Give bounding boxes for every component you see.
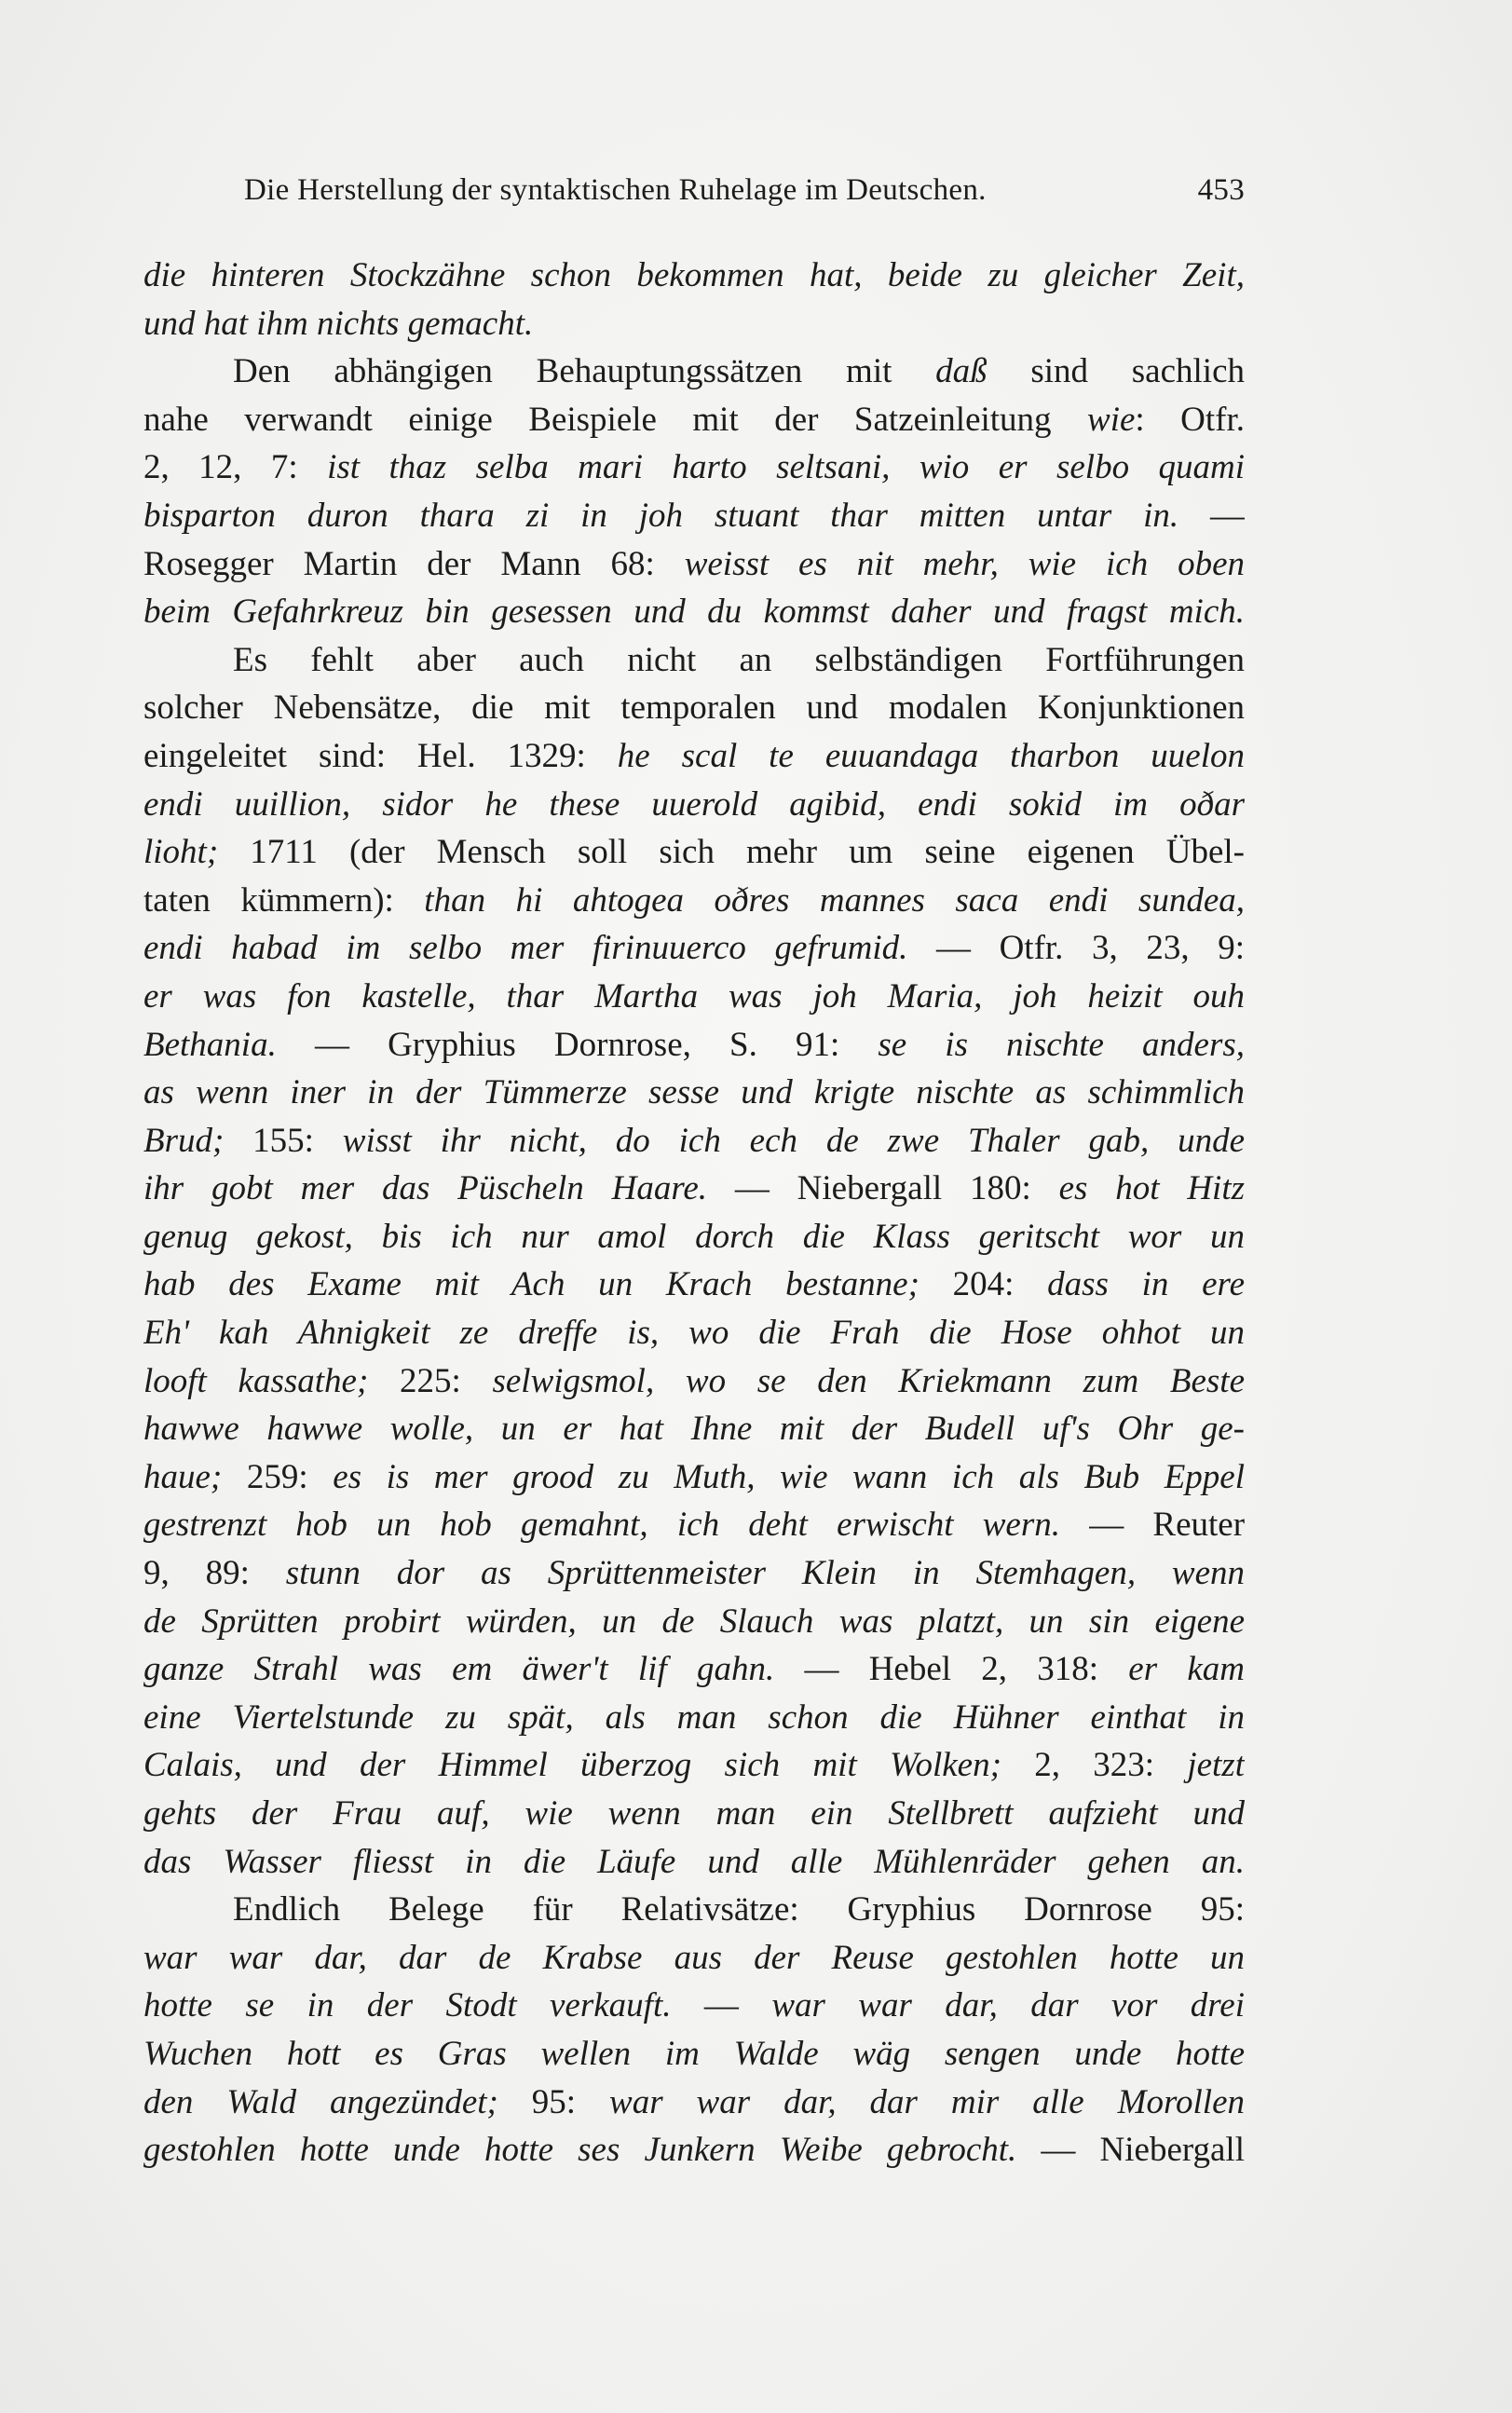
italic-quotation: than hi ahtogea oðres mannes saca endi sundea, <box>424 880 1245 920</box>
italic-quotation: ist thaz selba mari harto seltsani, wio er selbo quami <box>327 448 1245 487</box>
italic-quotation: endi uuillion, sidor he these uuerold agibid, endi sokid im oðar <box>143 784 1245 824</box>
body-text <box>143 252 1245 2174</box>
roman-text: eingeleitet sind: Hel. 1329: <box>143 736 618 775</box>
italic-quotation: er was fon kastelle, thar Martha was joh Maria, joh heizit ouh <box>143 976 1245 1016</box>
text-line <box>143 1117 1245 1166</box>
roman-text: — Niebergall <box>1016 2131 1245 2170</box>
italic-quotation: er kam <box>1128 1650 1245 1689</box>
italic-quotation: stunn dor as Sprüttenmeister Klein in Stemhagen, wenn <box>285 1554 1245 1593</box>
italic-quotation: gestohlen hotte unde hotte ses Junkern Weibe gebrocht. <box>143 2131 1017 2170</box>
text-line <box>143 1501 1245 1549</box>
italic-quotation: war war dar, dar vor drei <box>771 1986 1245 2025</box>
roman-text: taten kümmern): <box>143 880 425 920</box>
italic-quotation: war war dar, dar mir alle Morollen <box>609 2082 1245 2121</box>
italic-quotation: den Wald angezündet; <box>143 2082 498 2121</box>
italic-quotation: haue; <box>143 1457 223 1496</box>
italic-quotation: Wuchen hott es Gras wellen im Walde wäg sengen unde hotte <box>143 2034 1245 2073</box>
text-line <box>143 492 1245 540</box>
italic-quotation: Calais, und der Himmel überzog sich mit Wolken; <box>143 1746 1001 1785</box>
italic-quotation: beim Gefahrkreuz bin gesessen und du kommst daher und fragst mich. <box>143 593 1245 632</box>
roman-text: — Reuter <box>1060 1506 1245 1545</box>
italic-quotation: he scal te euuandaga tharbon uuelon <box>617 736 1245 775</box>
text-line <box>143 1982 1245 2030</box>
italic-quotation: wie <box>1087 400 1136 439</box>
running-header <box>244 173 1245 214</box>
text-line <box>143 732 1245 781</box>
text-line <box>143 1790 1245 1838</box>
italic-quotation: looft kassathe; <box>143 1361 369 1400</box>
roman-text: 1711 (der Mensch soll sich mehr um seine eigenen Übel- <box>218 833 1245 872</box>
running-title: Die Herstellung der syntaktischen Ruhelage im Deutschen. <box>244 173 987 207</box>
roman-text: Es fehlt aber auch nicht an selbständigen Fortführungen <box>233 640 1245 679</box>
italic-quotation: ganze Strahl was em äwer't lif gahn. <box>143 1650 775 1689</box>
italic-quotation: hawwe hawwe wolle, un er hat Ihne mit der Budell uf's Ohr ge- <box>143 1410 1245 1449</box>
roman-text: solcher Nebensätze, die mit temporalen und modalen Konjunktionen <box>143 688 1245 728</box>
text-line <box>143 636 1245 685</box>
roman-text: — Otfr. 3, 23, 9: <box>907 929 1245 968</box>
italic-quotation: selwigsmol, wo se den Kriekmann zum Beste <box>492 1361 1245 1400</box>
roman-text: — <box>1178 496 1245 535</box>
roman-text: sind sachlich <box>987 352 1245 391</box>
italic-quotation: endi habad im selbo mer firinuuerco gefrumid. <box>143 929 908 968</box>
text-line <box>143 828 1245 877</box>
italic-quotation: gestrenzt hob un hob gemahnt, ich deht erwischt wern. <box>143 1506 1060 1545</box>
text-line <box>143 1741 1245 1790</box>
text-line <box>143 1309 1245 1357</box>
italic-quotation: es hot Hitz <box>1058 1169 1245 1208</box>
text-line <box>143 300 1245 348</box>
text-line <box>143 1357 1245 1406</box>
page-number: 453 <box>1197 173 1245 207</box>
roman-text: Den abhängigen Behauptungssätzen mit <box>233 352 936 391</box>
italic-quotation: as wenn iner in der Tümmerze sesse und krigte nischte as schimmlich <box>143 1073 1245 1112</box>
text-line <box>143 396 1245 444</box>
italic-quotation: bisparton duron thara zi in joh stuant thar mitten untar in. <box>143 496 1179 535</box>
text-line <box>143 1405 1245 1453</box>
text-line <box>143 1598 1245 1646</box>
italic-quotation: lioht; <box>143 833 219 872</box>
text-line <box>143 1165 1245 1213</box>
italic-quotation: se is nischte anders, <box>878 1025 1245 1064</box>
text-line <box>143 781 1245 829</box>
roman-text: Endlich Belege für Relativsätze: Gryphius Dornrose 95: <box>233 1890 1245 1929</box>
text-line <box>143 2079 1245 2127</box>
roman-text: — <box>671 1986 772 2025</box>
italic-quotation: Eh' kah Ahnigkeit ze dreffe is, wo die Frah die Hose ohhot un <box>143 1314 1245 1353</box>
text-line <box>143 1838 1245 1887</box>
italic-quotation: daß <box>935 352 988 391</box>
text-line <box>143 973 1245 1021</box>
roman-text: — Hebel 2, 318: <box>774 1650 1129 1689</box>
roman-text: 2, 323: <box>1001 1746 1188 1785</box>
text-line <box>143 443 1245 492</box>
text-line <box>143 1453 1245 1502</box>
italic-quotation: dass in ere <box>1047 1265 1245 1304</box>
italic-quotation: weisst es nit mehr, wie ich oben <box>684 544 1245 583</box>
italic-quotation: hab des Exame mit Ach un Krach bestanne; <box>143 1265 919 1304</box>
italic-quotation: Bethania. <box>143 1025 277 1064</box>
text-line <box>143 1261 1245 1309</box>
text-line <box>143 1069 1245 1117</box>
italic-quotation: de Sprütten probirt würden, un de Slauch was platzt, un sin eigene <box>143 1602 1245 1641</box>
italic-quotation: eine Viertelstunde zu spät, als man schon die Hühner einthat in <box>143 1697 1245 1737</box>
text-line <box>143 1213 1245 1261</box>
italic-quotation: die hinteren Stockzähne schon bekommen hat, beide zu gleicher Zeit, <box>143 256 1245 294</box>
text-line <box>143 684 1245 732</box>
roman-text: nahe verwandt einige Beispiele mit der Satzeinleitung <box>143 400 1088 439</box>
italic-quotation: jetzt <box>1187 1746 1245 1785</box>
roman-text: 155: <box>224 1121 343 1160</box>
roman-text: — Niebergall 180: <box>707 1169 1059 1208</box>
italic-quotation: war war dar, dar de Krabse aus der Reuse gestohlen hotte un <box>143 1938 1245 1977</box>
text-line <box>143 1694 1245 1742</box>
text-line <box>143 1886 1245 1934</box>
italic-quotation: wisst ihr nicht, do ich ech de zwe Thaler gab, unde <box>342 1121 1245 1160</box>
roman-text: 2, 12, 7: <box>143 448 328 487</box>
italic-quotation: hotte se in der Stodt verkauft. <box>143 1986 672 2025</box>
italic-quotation: genug gekost, bis ich nur amol dorch die Klass geritscht wor un <box>143 1217 1245 1256</box>
roman-text: 95: <box>497 2082 610 2121</box>
italic-quotation: gehts der Frau auf, wie wenn man ein Stellbrett aufzieht und <box>143 1794 1245 1833</box>
italic-quotation: es is mer grood zu Muth, wie wann ich als Bub Eppel <box>333 1457 1245 1496</box>
text-line <box>143 877 1245 925</box>
roman-text: 259: <box>222 1457 334 1496</box>
text-line <box>143 588 1245 636</box>
roman-text: — Gryphius Dornrose, S. 91: <box>276 1025 879 1064</box>
roman-text: 9, 89: <box>143 1554 286 1593</box>
roman-text: 225: <box>368 1361 493 1400</box>
roman-text: Rosegger Martin der Mann 68: <box>143 544 685 583</box>
roman-text: 204: <box>919 1265 1048 1304</box>
italic-quotation: das Wasser fliesst in die Läufe und alle Mühlenräder gehen an. <box>143 1842 1245 1881</box>
text-line <box>143 348 1245 396</box>
italic-quotation: ihr gobt mer das Püscheln Haare. <box>143 1169 708 1208</box>
text-line <box>143 1021 1245 1070</box>
text-line <box>143 2030 1245 2079</box>
italic-quotation: Brud; <box>143 1121 225 1160</box>
italic-quotation: und hat ihm nichts gemacht. <box>143 304 534 343</box>
text-line <box>143 1549 1245 1598</box>
text-line <box>143 252 1245 300</box>
text-line <box>143 1934 1245 1983</box>
roman-text: : Otfr. <box>1135 400 1245 439</box>
text-line <box>143 540 1245 589</box>
text-line <box>143 2126 1245 2174</box>
text-line <box>143 1645 1245 1694</box>
text-line <box>143 924 1245 973</box>
